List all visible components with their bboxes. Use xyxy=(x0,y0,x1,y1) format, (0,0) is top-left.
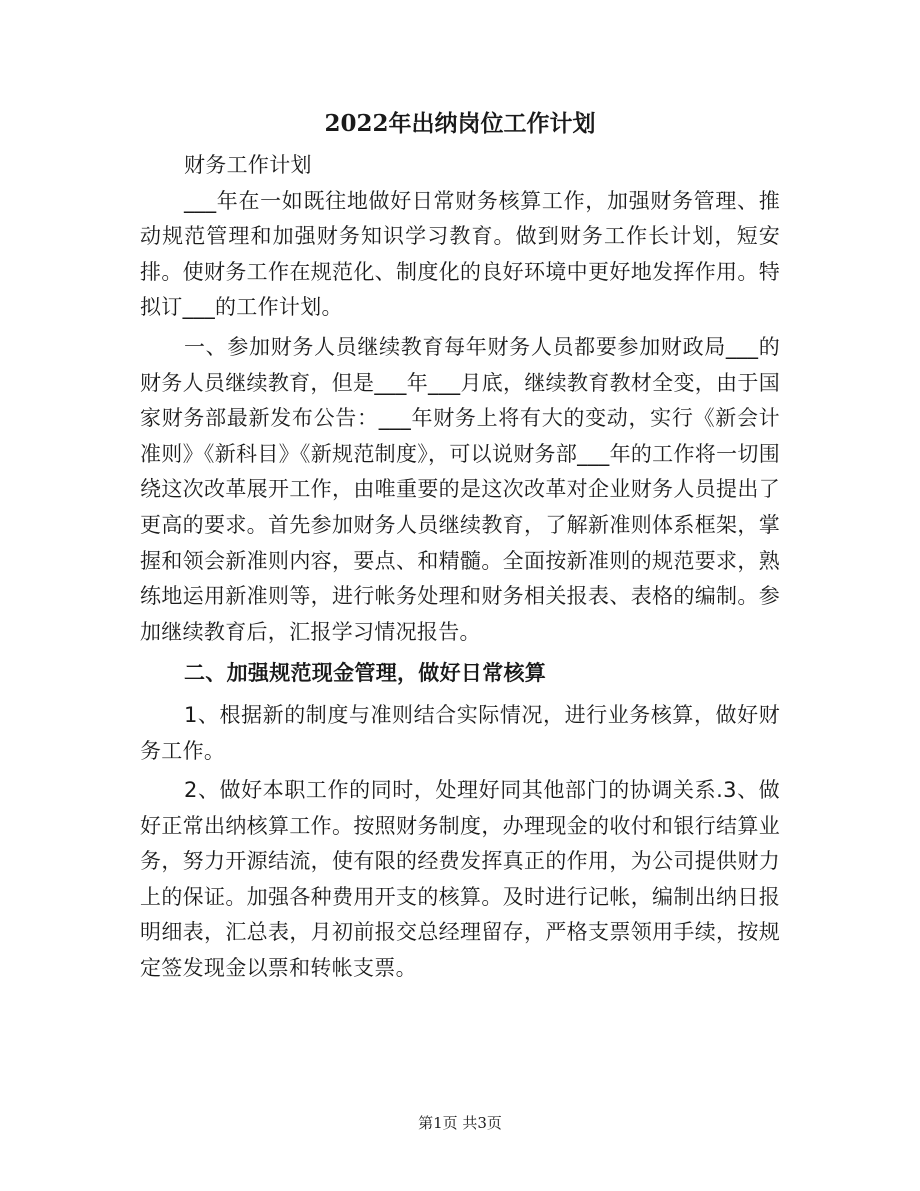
item-two-paragraph: 2、做好本职工作的同时，处理好同其他部门的协调关系.3、做好正常出纳核算工作。按照财务制度，办理现金的收付和银行结算业务，努力开源结流，使有限的经费发挥真正的作用，为公司提供财力上的保证。加强各种费用开支的核算。及时进行记帐，编制出纳日报明细表，汇总表，月初前报交总经理留存，严格支票领用手续，按规定签发现金以票和转帐支票。 xyxy=(140,778,780,981)
document-title: 2022年出纳岗位工作计划 xyxy=(324,110,596,137)
section-one-paragraph: 一、参加财务人员继续教育每年财务人员都要参加财政局___的财务人员继续教育，但是___年___月底，继续教育教材全变，由于国家财务部最新发布公告：___年财务上将有大的变动，实行《新会计准则》《新科目》《新规范制度》，可以说财务部___年的工作将一切围绕这次改革展开工作，由唯重要的是这次改革对企业财务人员提出了更高的要求。首先参加财务人员继续教育，了解新准则体系框架，掌握和领会新准则内容，要点、和精髓。全面按新准则的规范要求，熟练地运用新准则等，进行帐务处理和财务相关报表、表格的编制。参加继续教育后，汇报学习情况报告。 xyxy=(140,334,780,644)
section-two-heading: 二、加强规范现金管理，做好日常核算 xyxy=(184,661,547,686)
item-one-paragraph: 1、根据新的制度与准则结合实际情况，进行业务核算，做好财务工作。 xyxy=(140,702,780,763)
document-body xyxy=(140,148,780,987)
page-number-footer: 第1页 共3页 xyxy=(418,1114,502,1132)
intro-paragraph: ___年在一如既往地做好日常财务核算工作，加强财务管理、推动规范管理和加强财务知识学习教育。做到财务工作长计划，短安排。使财务工作在规范化、制度化的良好环境中更好地发挥作用。特拟订___的工作计划。 xyxy=(140,188,780,320)
section-subtitle: 财务工作计划 xyxy=(184,153,312,177)
